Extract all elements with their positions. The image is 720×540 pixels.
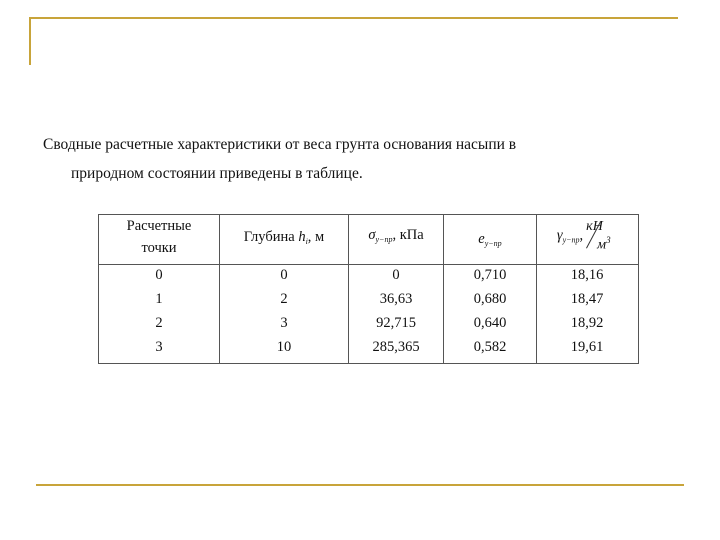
header-sigma (349, 227, 443, 244)
header-gamma (537, 219, 637, 253)
cell-point: 3 (155, 339, 163, 355)
cell-depth: 2 (280, 291, 288, 307)
gamma-sep: , (579, 227, 584, 244)
cell-e: 0,582 (473, 339, 507, 355)
characteristics-table (98, 214, 639, 364)
cell-sigma: 285,365 (372, 339, 420, 355)
unit-numerator: кН (586, 219, 603, 234)
table-row (99, 267, 638, 291)
unit-den-base: м (597, 237, 607, 253)
cell-e: 0,640 (473, 315, 507, 331)
cell-sigma: 0 (392, 267, 400, 283)
cell-gamma: 18,16 (570, 267, 604, 283)
depth-prefix: Глубина (243, 229, 299, 245)
depth-sub: i (305, 237, 308, 246)
table-row (99, 315, 638, 339)
cell-depth: 0 (280, 267, 288, 283)
cell-depth: 3 (280, 315, 288, 331)
frame-top-line (29, 17, 678, 19)
header-e (444, 231, 536, 248)
header-depth (220, 229, 348, 246)
cell-gamma: 18,92 (570, 315, 604, 331)
intro-paragraph (43, 130, 643, 188)
gamma-symbol: γ (556, 227, 563, 244)
cell-point: 0 (155, 267, 163, 283)
cell-sigma: 36,63 (379, 291, 413, 307)
table-row (99, 291, 638, 315)
depth-suffix: , м (307, 229, 325, 245)
cell-sigma: 92,715 (376, 315, 416, 331)
cell-e: 0,710 (473, 267, 507, 283)
header-divider (99, 264, 638, 265)
cell-gamma: 19,61 (570, 339, 604, 355)
sigma-symbol: σ (368, 227, 376, 243)
frame-left-line (29, 17, 31, 65)
gamma-sub: y−пр (562, 235, 580, 245)
frame-bottom-line (36, 484, 684, 486)
table-row (99, 339, 638, 363)
e-sub: y−пр (484, 239, 502, 248)
e-symbol: e (478, 231, 485, 247)
cell-e: 0,680 (473, 291, 507, 307)
header-points-line1: Расчетные (126, 218, 192, 234)
header-points-line2: точки (141, 240, 177, 256)
unit-exponent: 3 (606, 235, 611, 245)
paragraph-line-1: Сводные расчетные характеристики от веса грунта основания насыпи в (43, 136, 517, 153)
unit-fraction (583, 219, 617, 253)
cell-depth: 10 (276, 339, 292, 355)
sigma-sub: y−пр (375, 235, 393, 244)
paragraph-line-2: природном состоянии приведены в таблице. (71, 165, 363, 182)
depth-var: h (298, 229, 306, 245)
cell-point: 1 (155, 291, 163, 307)
unit-denominator (597, 235, 610, 254)
header-points (99, 215, 219, 259)
cell-point: 2 (155, 315, 163, 331)
cell-gamma: 18,47 (570, 291, 604, 307)
sigma-suffix: , кПа (392, 227, 424, 243)
